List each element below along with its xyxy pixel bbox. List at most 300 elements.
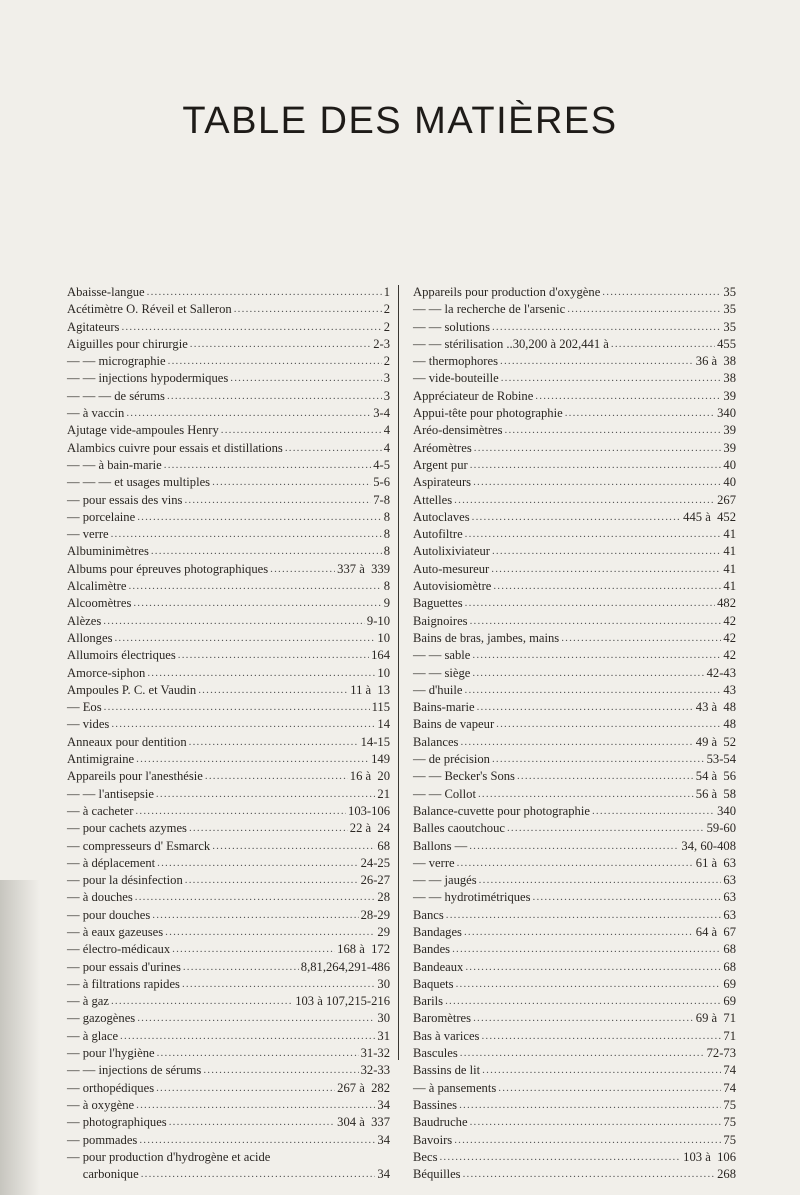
index-entry [67, 924, 390, 941]
entry-page-number: 38 [723, 371, 736, 386]
entry-page-number: 9 [383, 596, 390, 611]
entry-label: Ballons — [413, 838, 468, 853]
index-entry [413, 803, 736, 820]
index-entry [413, 1149, 736, 1166]
index-entry [413, 872, 736, 889]
dot-leader [439, 1149, 681, 1166]
index-entry [67, 1132, 390, 1149]
index-entry [67, 768, 390, 785]
index-entry [67, 699, 390, 716]
entry-page-number: 40 [723, 457, 736, 472]
entry-page-number: 28-29 [360, 907, 390, 922]
dot-leader [147, 665, 375, 682]
index-entry [67, 543, 390, 560]
index-entry [413, 422, 736, 439]
index-entry [413, 319, 736, 336]
entry-page-number: 8,81,264,291-486 [300, 959, 390, 974]
dot-leader [137, 1010, 375, 1027]
entry-label: — électro-médicaux [67, 942, 171, 957]
entry-page-number: 14-15 [360, 734, 390, 749]
dot-leader [111, 526, 382, 543]
entry-label: Attelles [413, 492, 453, 507]
dot-leader [169, 1114, 335, 1131]
entry-label: Bassines [413, 1097, 458, 1112]
entry-label: Acétimètre O. Réveil et Salleron [67, 302, 232, 317]
entry-label: — — — de sérums [67, 388, 165, 403]
entry-page-number: 30 [377, 976, 390, 991]
entry-page-number: 34 [377, 1132, 390, 1147]
index-entry [67, 734, 390, 751]
index-entry [413, 1166, 736, 1183]
index-entry [413, 1028, 736, 1045]
entry-page-number: 61 à 63 [695, 855, 736, 870]
dot-leader [198, 682, 348, 699]
dot-leader [459, 1097, 721, 1114]
dot-leader [500, 353, 694, 370]
index-entry [67, 820, 390, 837]
dot-leader [460, 1045, 705, 1062]
index-entry [413, 1114, 736, 1131]
index-entry [413, 1097, 736, 1114]
entry-page-number: 115 [371, 700, 390, 715]
index-entry [67, 509, 390, 526]
entry-page-number: 8 [383, 527, 390, 542]
index-entry [413, 543, 736, 560]
entry-page-number: 32-33 [360, 1063, 390, 1078]
index-entry [67, 959, 390, 976]
dot-leader [230, 370, 381, 387]
index-entry [67, 457, 390, 474]
entry-label: — photographiques [67, 1115, 167, 1130]
entry-label: — — solutions [413, 319, 490, 334]
entry-label: — pour essais d'urines [67, 959, 181, 974]
dot-leader [157, 1045, 359, 1062]
dot-leader [212, 838, 375, 855]
entry-label: — — injections de sérums [67, 1063, 202, 1078]
dot-leader [492, 751, 705, 768]
index-entry [413, 665, 736, 682]
entry-page-number: 71 [723, 1028, 736, 1043]
entry-label: — à gaz [67, 994, 109, 1009]
entry-label: Appareils pour l'anesthésie [67, 769, 203, 784]
entry-page-number: 53-54 [706, 752, 736, 767]
index-entry [413, 751, 736, 768]
index-entry [67, 405, 390, 422]
entry-label: — pour la désinfection [67, 873, 183, 888]
entry-page-number: 54 à 56 [695, 769, 736, 784]
dot-leader [456, 976, 722, 993]
entry-page-number: 8 [383, 544, 390, 559]
dot-leader [190, 336, 371, 353]
entry-label: — pour douches [67, 907, 151, 922]
index-entry [413, 284, 736, 301]
entry-page-number: 304 à 337 [337, 1115, 390, 1130]
dot-leader [479, 872, 722, 889]
dot-leader [535, 388, 721, 405]
entry-label: — — hydrotimétriques [413, 890, 531, 905]
index-entry [67, 838, 390, 855]
index-entry [413, 855, 736, 872]
entry-page-number: 30 [377, 1011, 390, 1026]
dot-leader [104, 699, 370, 716]
index-entry [413, 613, 736, 630]
dot-leader [167, 388, 382, 405]
index-entry [67, 561, 390, 578]
entry-label: Alcoomètres [67, 596, 132, 611]
index-entry [67, 1114, 390, 1131]
entry-page-number: 69 [723, 976, 736, 991]
entry-page-number: 35 [723, 319, 736, 334]
page-edge-shadow [0, 880, 40, 1195]
entry-label: Baudruche [413, 1115, 468, 1130]
dot-leader [184, 492, 371, 509]
index-entry [67, 682, 390, 699]
dot-leader [133, 595, 381, 612]
entry-page-number: 42 [723, 630, 736, 645]
dot-leader [602, 284, 721, 301]
index-entry [413, 492, 736, 509]
entry-page-number: 3 [383, 388, 390, 403]
entry-page-number: 11 à 13 [350, 682, 390, 697]
dot-leader [472, 647, 721, 664]
entry-label: Bavoirs [413, 1132, 453, 1147]
dot-leader [141, 1166, 376, 1183]
index-entry [413, 1010, 736, 1027]
entry-label: Allumoirs électriques [67, 648, 176, 663]
entry-label: — d'huile [413, 682, 463, 697]
index-entry [413, 907, 736, 924]
index-entry [413, 889, 736, 906]
dot-leader [221, 422, 382, 439]
dot-leader [156, 786, 375, 803]
entry-page-number: 42 [723, 648, 736, 663]
index-entry [67, 1080, 390, 1097]
index-entry [413, 786, 736, 803]
entry-label: — à glace [67, 1028, 119, 1043]
dot-leader [470, 457, 722, 474]
index-entry [67, 1010, 390, 1027]
dot-leader [465, 959, 721, 976]
entry-page-number: 445 à 452 [683, 509, 736, 524]
entry-page-number: 39 [723, 388, 736, 403]
entry-label: carbonique [67, 1167, 139, 1182]
entry-page-number: 36 à 38 [695, 354, 736, 369]
entry-page-number: 59-60 [706, 821, 736, 836]
dot-leader [164, 457, 371, 474]
dot-leader [189, 734, 359, 751]
dot-leader [501, 370, 722, 387]
entry-page-number: 35 [723, 285, 736, 299]
entry-label: — compresseurs d' Esmarck [67, 838, 211, 853]
entry-page-number: 75 [723, 1097, 736, 1112]
dot-leader [611, 336, 715, 353]
dot-leader [492, 543, 721, 560]
entry-label: — — siège [413, 665, 471, 680]
dot-leader [517, 768, 694, 785]
dot-leader [482, 1062, 721, 1079]
index-entry [413, 716, 736, 733]
entry-label: — thermophores [413, 354, 498, 369]
index-entry [67, 388, 390, 405]
index-entry [67, 976, 390, 993]
dot-leader [114, 630, 375, 647]
dot-leader [533, 889, 722, 906]
index-entry [413, 336, 736, 353]
dot-leader [492, 319, 721, 336]
index-entry [413, 682, 736, 699]
entry-label: — — sable [413, 648, 471, 663]
entry-label: Alambics cuivre pour essais et distillations [67, 440, 283, 455]
entry-page-number: 35 [723, 302, 736, 317]
dot-leader [481, 1028, 721, 1045]
entry-label: Balances [413, 734, 459, 749]
entry-label: — vides [67, 717, 110, 732]
dot-leader [111, 716, 375, 733]
entry-page-number: 2 [383, 319, 390, 334]
entry-page-number: 74 [723, 1063, 736, 1078]
entry-label: — à pansements [413, 1080, 497, 1095]
entry-label: — à cacheter [67, 803, 134, 818]
entry-label: — verre [67, 527, 109, 542]
entry-page-number: 1 [383, 285, 390, 299]
index-entry [67, 630, 390, 647]
entry-page-number: 8 [383, 579, 390, 594]
entry-label: Bains de bras, jambes, mains [413, 630, 560, 645]
entry-label: Bains de vapeur [413, 717, 495, 732]
dot-leader [136, 1097, 375, 1114]
dot-leader [120, 1028, 375, 1045]
entry-label: — — injections hypodermiques [67, 371, 229, 386]
entry-page-number: 42 [723, 613, 736, 628]
index-entry [67, 872, 390, 889]
entry-page-number: 4 [383, 440, 390, 455]
index-entry [413, 1045, 736, 1062]
entry-label: Appréciateur de Robine [413, 388, 534, 403]
entry-page-number: 337 à 339 [337, 561, 390, 576]
entry-page-number: 43 à 48 [695, 700, 736, 715]
entry-label: Bassins de lit [413, 1063, 481, 1078]
entry-page-number: 34 [377, 1097, 390, 1112]
entry-label: Bains-marie [413, 700, 475, 715]
entry-label: — gazogènes [67, 1011, 136, 1026]
entry-label: Balance-cuvette pour photographie [413, 803, 590, 818]
index-entry [67, 993, 390, 1010]
entry-page-number: 40 [723, 475, 736, 490]
index-entry [413, 976, 736, 993]
index-entry [67, 1097, 390, 1114]
entry-label: — à vaccin [67, 406, 125, 421]
entry-label: Aspirateurs [413, 475, 472, 490]
entry-page-number: 2-3 [373, 336, 390, 351]
dot-leader [470, 613, 722, 630]
index-entry [67, 889, 390, 906]
entry-label: — à filtrations rapides [67, 976, 180, 991]
entry-label: Alèzes [67, 613, 102, 628]
index-entry [67, 474, 390, 491]
dot-leader [474, 440, 722, 457]
dot-leader [136, 751, 369, 768]
entry-label: — — — et usages multiples [67, 475, 211, 490]
entry-page-number: 9-10 [366, 613, 390, 628]
entry-page-number: 63 [723, 907, 736, 922]
entry-page-number: 75 [723, 1132, 736, 1147]
index-entry [413, 1132, 736, 1149]
entry-page-number: 43 [723, 682, 736, 697]
entry-label: — orthopédiques [67, 1080, 155, 1095]
entry-page-number: 29 [377, 924, 390, 939]
dot-leader [183, 959, 299, 976]
index-entry [413, 388, 736, 405]
entry-label: Auto-mesureur [413, 561, 490, 576]
dot-leader [203, 1062, 358, 1079]
dot-leader [135, 803, 346, 820]
index-entry [67, 1045, 390, 1062]
dot-leader [147, 284, 382, 301]
index-entry [413, 924, 736, 941]
entry-label: Bas à varices [413, 1028, 480, 1043]
index-entry [413, 595, 736, 612]
index-entry [413, 699, 736, 716]
entry-label: Bancs [413, 907, 444, 922]
entry-page-number: 340 [717, 406, 736, 421]
entry-label: — — la recherche de l'arsenic [413, 302, 566, 317]
entry-page-number: 56 à 58 [695, 786, 736, 801]
entry-label: Becs [413, 1149, 438, 1164]
index-entry [67, 319, 390, 336]
index-entry [67, 716, 390, 733]
entry-page-number: 34 [377, 1167, 390, 1182]
dot-leader [157, 855, 358, 872]
index-entry [67, 1028, 390, 1045]
entry-page-number: 3-4 [373, 406, 390, 421]
index-entry [413, 353, 736, 370]
entry-page-number: 64 à 67 [695, 924, 736, 939]
dot-leader [469, 838, 679, 855]
entry-label: Bascules [413, 1046, 458, 1061]
dot-leader [234, 301, 382, 318]
dot-leader [473, 1010, 694, 1027]
dot-leader [491, 561, 721, 578]
entry-label: — — stérilisation ..30,200 à 202,441 à [413, 336, 609, 351]
entry-page-number: 41 [723, 561, 736, 576]
entry-page-number: 7-8 [373, 492, 390, 507]
entry-page-number: 69 [723, 994, 736, 1009]
index-entry [67, 665, 390, 682]
index-entry [67, 803, 390, 820]
entry-page-number: 68 [377, 838, 390, 853]
entry-label: Aréo-densimètres [413, 423, 503, 438]
entry-page-number: 103-106 [348, 803, 390, 818]
dot-leader [156, 1080, 335, 1097]
entry-label: — — Collot [413, 786, 476, 801]
entry-label: — à douches [67, 890, 133, 905]
entry-page-number: 63 [723, 873, 736, 888]
index-entry [413, 941, 736, 958]
entry-page-number: 16 à 20 [349, 769, 390, 784]
index-entry [67, 1149, 390, 1166]
dot-leader [472, 509, 682, 526]
dot-leader [470, 1114, 722, 1131]
dot-leader [126, 405, 371, 422]
entry-page-number: 68 [723, 942, 736, 957]
entry-page-number: 26-27 [360, 873, 390, 888]
entry-label: Anneaux pour dentition [67, 734, 187, 749]
left-index-column [67, 284, 390, 1183]
entry-page-number: 34, 60-408 [681, 838, 736, 853]
entry-page-number: 74 [723, 1080, 736, 1095]
entry-label: — Eos [67, 700, 102, 715]
entry-page-number: 14 [377, 717, 390, 732]
index-entry [67, 855, 390, 872]
dot-leader [212, 474, 371, 491]
entry-page-number: 39 [723, 423, 736, 438]
dot-leader [128, 578, 381, 595]
index-entry [413, 405, 736, 422]
index-entry [413, 457, 736, 474]
entry-page-number: 28 [377, 890, 390, 905]
entry-page-number: 482 [717, 596, 736, 611]
entry-label: Albuminimètres [67, 544, 149, 559]
dot-leader [465, 526, 722, 543]
entry-label: — à eaux gazeuses [67, 924, 164, 939]
index-entry [67, 647, 390, 664]
index-entry [413, 440, 736, 457]
index-entry [413, 370, 736, 387]
index-entry [67, 492, 390, 509]
index-entry [413, 526, 736, 543]
entry-page-number: 63 [723, 890, 736, 905]
entry-label: Antimigraine [67, 752, 135, 767]
dot-leader [285, 440, 382, 457]
index-entry [413, 509, 736, 526]
index-entry [67, 595, 390, 612]
entry-page-number: 268 [717, 1167, 736, 1182]
entry-label: Autovisiomètre [413, 579, 492, 594]
entry-page-number: 48 [723, 717, 736, 732]
dot-leader [465, 595, 715, 612]
entry-label: — pour l'hygiène [67, 1046, 155, 1061]
dot-leader [561, 630, 721, 647]
entry-page-number: 10 [377, 630, 390, 645]
entry-page-number: 24-25 [360, 855, 390, 870]
entry-label: Barils [413, 994, 444, 1009]
entry-page-number: 340 [717, 803, 736, 818]
dot-leader [460, 734, 693, 751]
entry-label: Ajutage vide-ampoules Henry [67, 423, 219, 438]
index-entry [67, 284, 390, 301]
entry-label: — à déplacement [67, 855, 156, 870]
entry-label: Appui-tête pour photographie [413, 406, 563, 421]
entry-page-number: 42-43 [706, 665, 736, 680]
dot-leader [465, 682, 722, 699]
entry-page-number: 22 à 24 [349, 821, 390, 836]
entry-label: — vide-bouteille [413, 371, 499, 386]
dot-leader [454, 1132, 721, 1149]
entry-page-number: 455 [717, 336, 736, 351]
entry-page-number: 75 [723, 1115, 736, 1130]
dot-leader [493, 578, 721, 595]
index-entry [413, 734, 736, 751]
entry-label: Bandeaux [413, 959, 464, 974]
index-entry [67, 751, 390, 768]
entry-page-number: 69 à 71 [695, 1011, 736, 1026]
entry-label: — à oxygène [67, 1097, 135, 1112]
dot-leader [505, 422, 722, 439]
dot-leader [478, 786, 694, 803]
entry-page-number: 5-6 [373, 475, 390, 490]
entry-label: Appareils pour production d'oxygène [413, 285, 601, 299]
entry-label: — — l'antisepsie [67, 786, 154, 801]
